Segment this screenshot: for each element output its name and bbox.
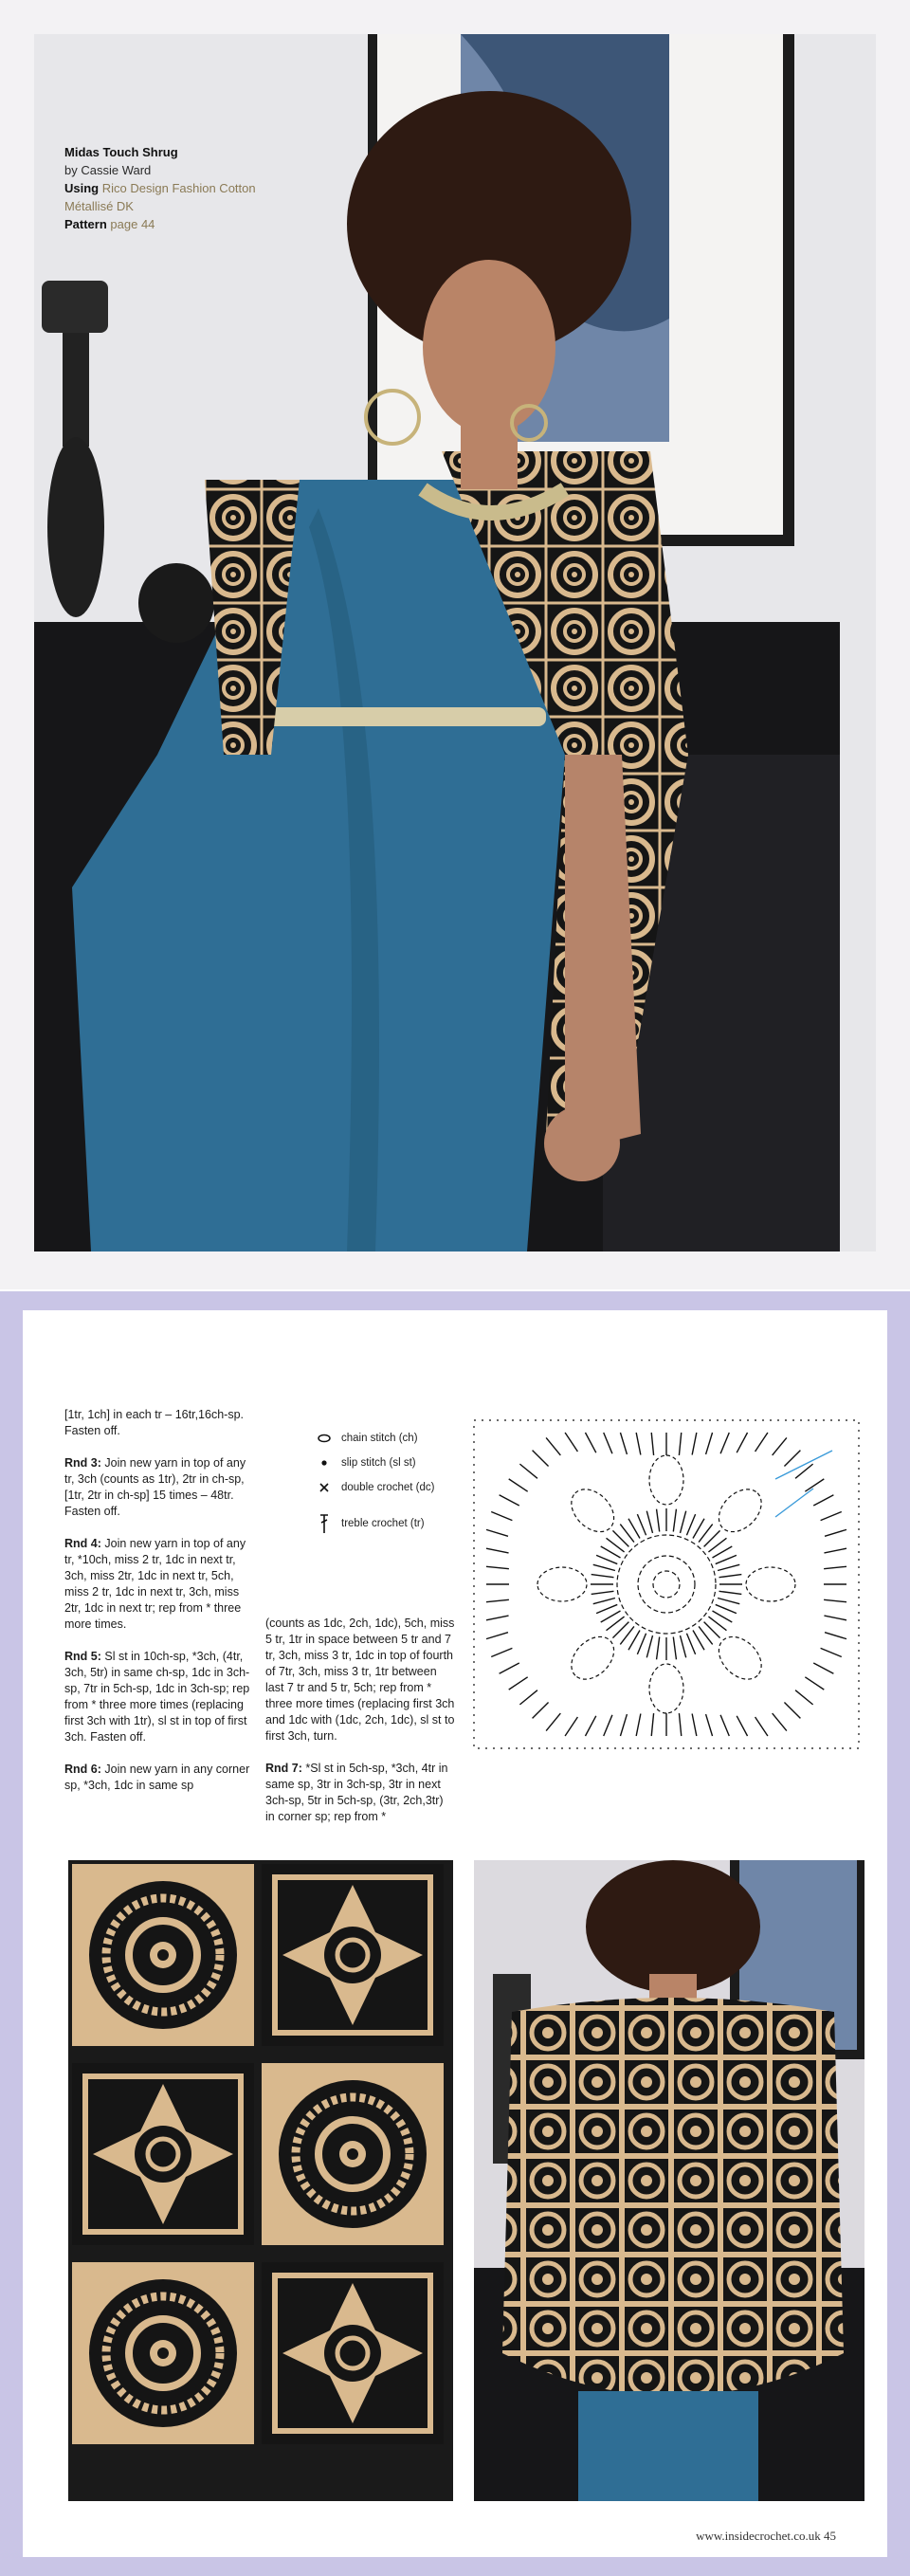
double-crochet-icon xyxy=(313,1478,336,1497)
instruction-paragraph: Rnd 5: Sl st in 10ch-sp, *3ch, (4tr, 3ch, 5tr) in same ch-sp, 1dc in 3ch-sp, 7tr in 5ch-sp, 1dc in 3ch-sp; rep from * three more times (replacing first 3ch with 1tr), sl st in top of first 3ch. Fasten off. xyxy=(64,1650,250,1744)
diagram-edge-treble xyxy=(773,1713,787,1731)
diagram-round-1 xyxy=(653,1571,680,1598)
website-url: www.insidecrochet.co.uk xyxy=(696,2529,821,2543)
diagram-chain-loop xyxy=(537,1567,587,1601)
diagram-edge-treble xyxy=(585,1716,595,1736)
diagram-treble-stitch xyxy=(693,1630,704,1650)
diagram-edge-treble xyxy=(486,1548,509,1553)
diagram-treble-stitch xyxy=(693,1519,704,1539)
diagram-edge-treble xyxy=(795,1464,813,1478)
diagram-edge-treble xyxy=(813,1495,833,1506)
diagram-treble-stitch xyxy=(601,1546,621,1558)
diagram-edge-treble xyxy=(805,1677,824,1690)
diagram-guide-line xyxy=(775,1451,832,1479)
pattern-title: Midas Touch Shrug xyxy=(64,145,178,159)
pattern-page: page 44 xyxy=(110,217,155,231)
instructions-column-2 xyxy=(265,1616,455,1841)
diagram-treble-stitch xyxy=(601,1611,621,1622)
using-value: Rico Design Fashion Cotton Métallisé DK xyxy=(64,181,256,213)
diagram-treble-stitch xyxy=(680,1511,685,1533)
diagram-edge-treble xyxy=(755,1717,768,1736)
diagram-treble-stitch xyxy=(716,1555,737,1563)
diagram-edge-treble xyxy=(692,1433,697,1455)
diagram-edge-treble xyxy=(636,1433,641,1455)
diagram-edge-treble xyxy=(737,1716,747,1736)
diagram-edge-treble xyxy=(491,1648,512,1656)
diagram-edge-treble xyxy=(565,1717,577,1736)
diagram-edge-treble xyxy=(509,1479,528,1491)
diagram-edge-treble xyxy=(825,1633,846,1639)
diagram-treble-stitch xyxy=(686,1634,695,1654)
diagram-edge-treble xyxy=(773,1437,787,1455)
diagram-round-3 xyxy=(617,1535,716,1634)
diagram-treble-stitch xyxy=(657,1637,660,1660)
diagram-edge-treble xyxy=(486,1529,508,1536)
page-number: 45 xyxy=(824,2529,836,2543)
diagram-edge-treble xyxy=(500,1663,519,1673)
diagram-edge-treble xyxy=(692,1713,697,1736)
slip-stitch-icon xyxy=(313,1453,336,1472)
diagram-edge-treble xyxy=(491,1511,512,1520)
diagram-edge-treble xyxy=(546,1437,560,1455)
diagram-edge-treble xyxy=(824,1566,846,1568)
diagram-edge-treble xyxy=(821,1511,842,1520)
diagram-edge-treble xyxy=(620,1433,627,1454)
diagram-edge-treble xyxy=(720,1715,729,1736)
legend-label: slip stitch (sl st) xyxy=(341,1457,416,1469)
diagram-edge-treble xyxy=(620,1714,627,1736)
diagram-treble-stitch xyxy=(592,1591,614,1594)
diagram-treble-stitch xyxy=(628,1630,640,1650)
using-label: Using xyxy=(64,181,100,195)
instruction-paragraph: [1tr, 1ch] in each tr – 16tr,16ch-sp. Fasten off. xyxy=(64,1408,244,1437)
pattern-line xyxy=(64,215,292,233)
diagram-treble-stitch xyxy=(592,1575,614,1578)
crochet-chart-diagram xyxy=(463,1413,870,1756)
diagram-treble-stitch xyxy=(718,1598,739,1603)
page-footer xyxy=(696,2529,836,2544)
diagram-edge-treble xyxy=(737,1433,747,1452)
diagram-treble-stitch xyxy=(686,1514,695,1535)
diagram-edge-treble xyxy=(679,1713,681,1736)
legend-label: chain stitch (ch) xyxy=(341,1433,418,1444)
diagram-edge-treble xyxy=(486,1633,508,1639)
instruction-paragraph: Rnd 3: Join new yarn in top of any tr, 3ch (counts as 1tr), 2tr in ch-sp, [1tr, 2tr in ch-sp] 15 times – 48tr. Fasten off. xyxy=(64,1456,246,1518)
diagram-outer-frame xyxy=(474,1420,859,1748)
diagram-edge-treble xyxy=(805,1479,824,1491)
diagram-edge-treble xyxy=(604,1433,612,1453)
diagram-edge-treble xyxy=(585,1433,595,1452)
diagram-edge-treble xyxy=(546,1713,560,1731)
legend-item-tr xyxy=(313,1509,474,1538)
diagram-treble-stitch xyxy=(637,1514,646,1535)
diagram-treble-stitch xyxy=(657,1509,660,1532)
diagram-edge-treble xyxy=(706,1433,713,1454)
diagram-edge-treble xyxy=(519,1690,537,1705)
diagram-edge-treble xyxy=(486,1616,509,1620)
legend-item-dc xyxy=(313,1477,474,1498)
diagram-chain-loop xyxy=(649,1455,683,1505)
legend-label: double crochet (dc) xyxy=(341,1482,435,1493)
diagram-edge-treble xyxy=(813,1663,833,1673)
diagram-edge-treble xyxy=(636,1713,641,1736)
diagram-round-2 xyxy=(638,1556,695,1613)
diagram-edge-treble xyxy=(604,1715,612,1736)
back-view-photo xyxy=(474,1860,864,2501)
pattern-label: Pattern xyxy=(64,217,107,231)
diagram-treble-stitch xyxy=(712,1546,732,1558)
yarn-line xyxy=(64,179,292,215)
diagram-treble-stitch xyxy=(673,1509,676,1532)
diagram-treble-stitch xyxy=(719,1591,742,1594)
diagram-edge-treble xyxy=(533,1451,549,1467)
instructions-column-1 xyxy=(64,1407,254,1810)
instruction-paragraph: Rnd 4: Join new yarn in top of any tr, *10ch, miss 2 tr, 1dc in next tr, 3ch, miss 2tr, 1dc in next tr, 5ch, miss 2 tr, 1dc in next tr, 3ch, miss 2tr, 1dc in next tr; rep from * three more times. xyxy=(64,1537,246,1631)
diagram-edge-treble xyxy=(486,1599,509,1601)
diagram-treble-stitch xyxy=(718,1564,739,1570)
diagram-treble-stitch xyxy=(593,1564,615,1570)
instruction-paragraph: (counts as 1dc, 2ch, 1dc), 5ch, miss 5 tr, 1tr in space between 5 tr and 7 tr, 3ch, miss 3 tr, 1dc in top of fourth of 7tr, 3ch, miss 3 tr, 1tr between last 7 tr and 5 tr, 5ch; rep from * three more times (replacing first 3ch and 1dc with (1dc, 2ch, 1dc), sl st to first 3ch, turn. xyxy=(265,1617,455,1743)
diagram-edge-treble xyxy=(509,1677,528,1690)
diagram-treble-stitch xyxy=(628,1519,640,1539)
diagram-edge-treble xyxy=(651,1433,653,1455)
instruction-paragraph: Rnd 6: Join new yarn in any corner sp, *3ch, 1dc in same sp xyxy=(64,1763,250,1792)
diagram-edge-treble xyxy=(651,1713,653,1736)
swatch-closeup-photo xyxy=(68,1860,453,2501)
model-photo xyxy=(34,34,876,1251)
diagram-edge-treble xyxy=(825,1529,846,1536)
diagram-chain-loop xyxy=(649,1664,683,1713)
diagram-edge-treble xyxy=(565,1433,577,1452)
diagram-treble-stitch xyxy=(646,1635,652,1657)
diagram-chain-loop xyxy=(746,1567,795,1601)
diagram-edge-treble xyxy=(720,1433,729,1453)
diagram-edge-treble xyxy=(533,1702,549,1718)
diagram-edge-treble xyxy=(784,1451,800,1467)
diagram-treble-stitch xyxy=(637,1634,646,1654)
diagram-edge-treble xyxy=(824,1548,846,1553)
diagram-treble-stitch xyxy=(593,1598,615,1603)
diagram-edge-treble xyxy=(824,1616,846,1620)
diagram-treble-stitch xyxy=(596,1555,617,1563)
page-inner xyxy=(23,1310,887,2557)
diagram-guide-line xyxy=(775,1489,813,1517)
diagram-edge-treble xyxy=(824,1599,846,1601)
diagram-treble-stitch xyxy=(673,1637,676,1660)
treble-crochet-icon xyxy=(313,1514,336,1533)
back-view-illustration xyxy=(474,1860,864,2501)
chain-stitch-icon xyxy=(313,1429,336,1448)
diagram-edge-treble xyxy=(755,1433,768,1452)
stitch-legend xyxy=(313,1428,474,1542)
legend-label: treble crochet (tr) xyxy=(341,1518,425,1529)
diagram-edge-treble xyxy=(519,1464,537,1478)
diagram-treble-stitch xyxy=(716,1604,737,1613)
diagram-treble-stitch xyxy=(719,1575,742,1578)
diagram-edge-treble xyxy=(784,1702,800,1718)
photo-caption xyxy=(64,143,292,233)
diagram-edge-treble xyxy=(679,1433,681,1455)
designer-credit: by Cassie Ward xyxy=(64,163,152,177)
granny-squares-illustration xyxy=(68,1860,453,2501)
diagram-edge-treble xyxy=(821,1648,842,1656)
bottom-page xyxy=(0,1291,910,2576)
diagram-treble-stitch xyxy=(712,1611,732,1622)
diagram-edge-treble xyxy=(500,1495,519,1506)
diagram-edge-treble xyxy=(706,1714,713,1736)
legend-item-chain xyxy=(313,1428,474,1449)
diagram-edge-treble xyxy=(795,1690,813,1705)
diagram-treble-stitch xyxy=(680,1635,685,1657)
instruction-paragraph: Rnd 7: *Sl st in 5ch-sp, *3ch, 4tr in same sp, 3tr in 3ch-sp, 3tr in next 3ch-sp, 5tr in 5ch-sp, (3tr, 2ch,3tr) in corner sp; rep from * xyxy=(265,1762,448,1823)
diagram-treble-stitch xyxy=(596,1604,617,1613)
diagram-edge-treble xyxy=(486,1566,509,1568)
legend-item-slip xyxy=(313,1452,474,1473)
diagram-treble-stitch xyxy=(646,1511,652,1533)
